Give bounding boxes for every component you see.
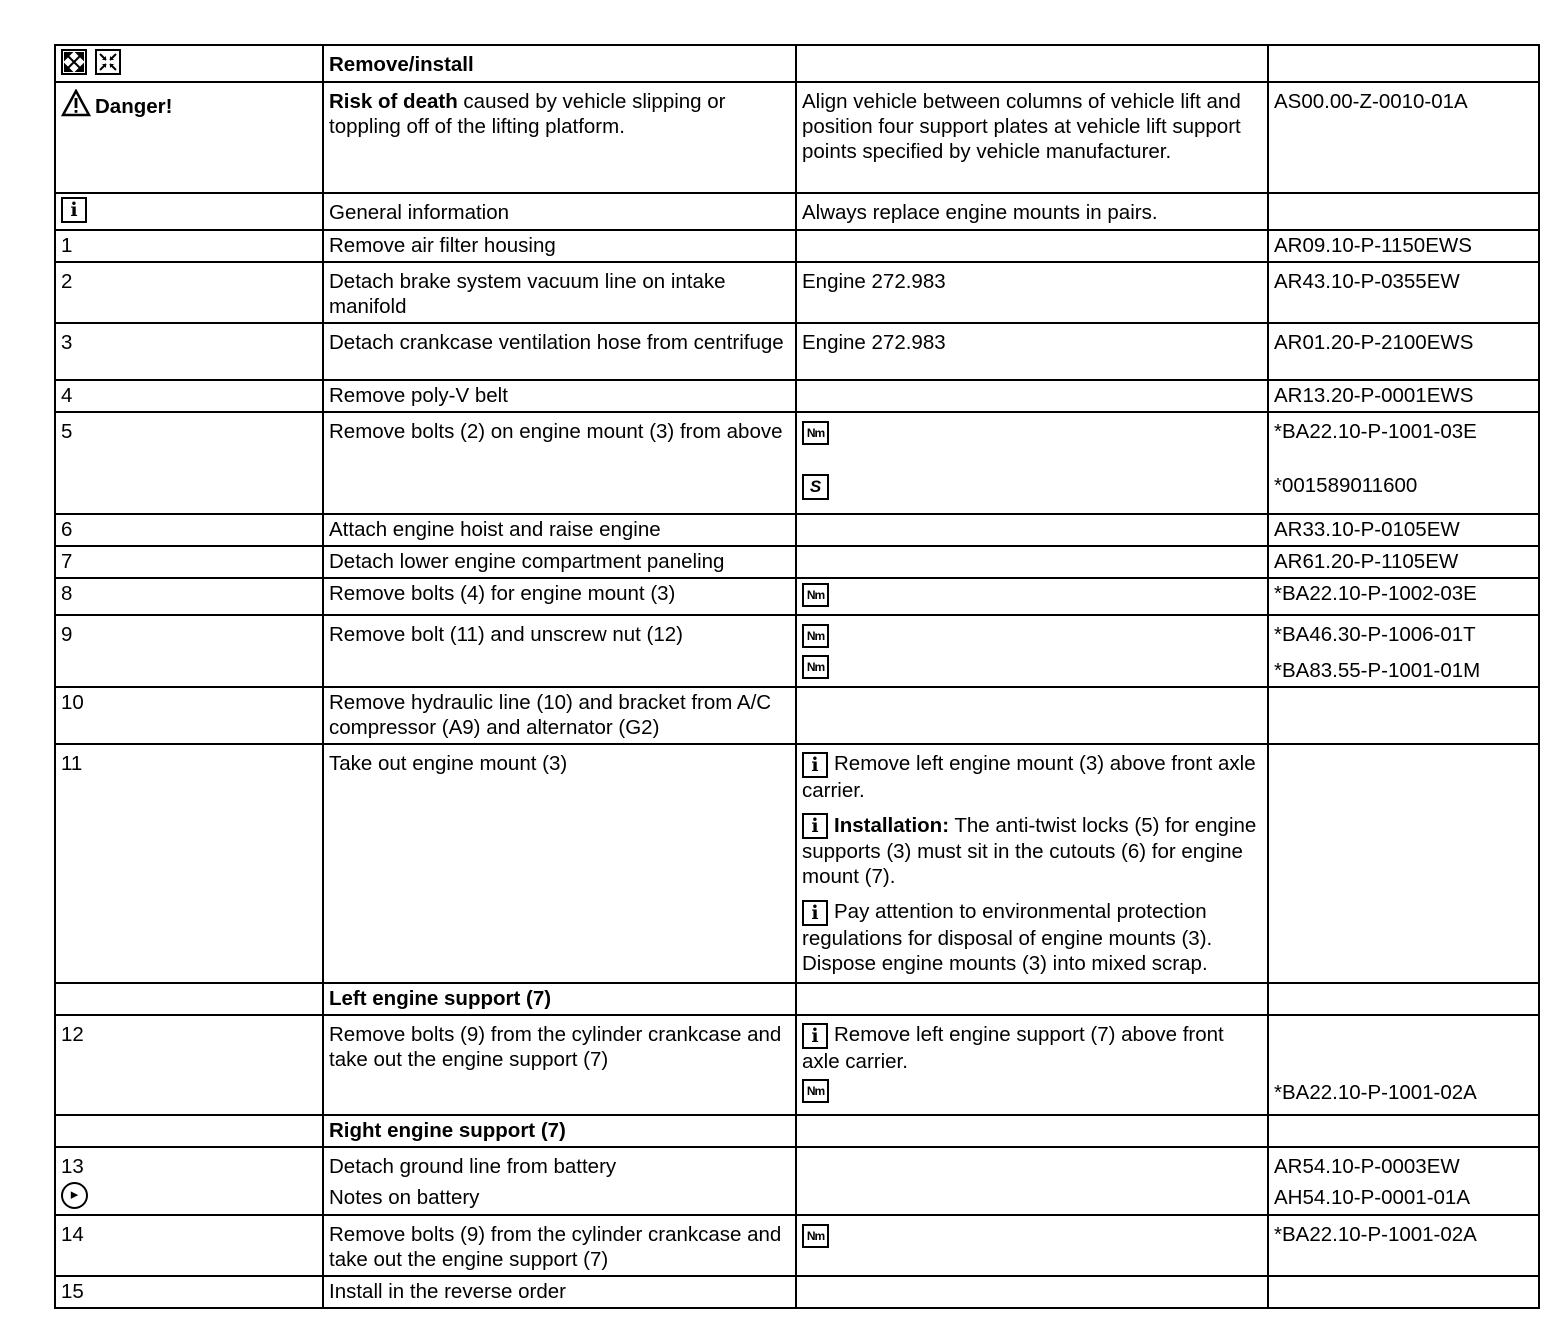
step-doc-cell (1268, 1015, 1539, 1115)
table-row (55, 412, 1539, 514)
header-empty-4 (1268, 45, 1539, 82)
info-icon: i (802, 900, 828, 926)
step-note: Engine 272.983 (796, 323, 1268, 380)
general-info-icon-cell (55, 193, 323, 230)
risk-text: caused by vehicle slipping or toppling off of the lifting platform. (329, 90, 726, 138)
section-empty (1268, 983, 1539, 1015)
procedure-table (54, 44, 1540, 1309)
note-block (802, 899, 1262, 976)
step-doc-link[interactable]: *BA22.10-P-1001-02A (1274, 1081, 1477, 1104)
general-info-label: General information (323, 193, 796, 230)
step-doc-link-2[interactable]: *BA83.55-P-1001-01M (1274, 659, 1481, 682)
header-row (55, 45, 1539, 82)
step-text-cell (323, 1147, 796, 1215)
step-doc-link[interactable]: AR54.10-P-0003EW (1274, 1155, 1460, 1178)
step-note (796, 1215, 1268, 1276)
step-number: 5 (55, 412, 323, 514)
step-number: 11 (55, 744, 323, 983)
section-row (55, 1115, 1539, 1147)
torque-icon[interactable]: Nm (802, 624, 829, 648)
step-notes-cell (796, 744, 1268, 983)
table-row (55, 1215, 1539, 1276)
step-note (796, 412, 1268, 514)
section-title-left-support: Left engine support (7) (323, 983, 796, 1015)
note-text: Remove left engine support (7) above front axle carrier. (802, 1023, 1224, 1073)
header-icons-cell (55, 45, 323, 82)
step-text-2: Notes on battery (329, 1186, 480, 1209)
info-icon: i (802, 813, 828, 839)
note-block (802, 1022, 1262, 1074)
step-doc-link (1268, 687, 1539, 744)
step-text: Remove bolts (9) from the cylinder crankcase and take out the engine support (7) (323, 1015, 796, 1115)
note-text: Remove left engine mount (3) above front axle carrier. (802, 752, 1256, 802)
torque-icon[interactable]: Nm (802, 1079, 829, 1103)
step-number: 4 (55, 380, 323, 412)
step-text: Remove bolts (4) for engine mount (3) (323, 578, 796, 615)
section-empty (796, 983, 1268, 1015)
table-row (55, 1015, 1539, 1115)
note-block (802, 813, 1262, 890)
step-number: 3 (55, 323, 323, 380)
risk-bold: Risk of death (329, 90, 458, 113)
section-title-right-support: Right engine support (7) (323, 1115, 796, 1147)
step-doc-cell (1268, 1276, 1539, 1308)
table-row (55, 744, 1539, 983)
step-doc-cell (1268, 412, 1539, 514)
tool-number-link[interactable]: *001589011600 (1274, 474, 1418, 497)
battery-note-arrow-icon[interactable]: ▸ (61, 1182, 88, 1209)
info-icon: i (61, 197, 87, 223)
special-tool-icon[interactable]: S (802, 474, 829, 500)
step-note (796, 514, 1268, 546)
danger-risk-cell (323, 82, 796, 193)
table-row (55, 514, 1539, 546)
step-number: 2 (55, 262, 323, 323)
warning-triangle-icon (61, 89, 91, 117)
table-row (55, 615, 1539, 687)
table-row (55, 687, 1539, 744)
general-info-doc (1268, 193, 1539, 230)
step-note (796, 1276, 1268, 1308)
table-row (55, 578, 1539, 615)
step-doc-link[interactable]: *BA22.10-P-1001-02A (1268, 1215, 1539, 1276)
step-note (796, 615, 1268, 687)
step-text: Install in the reverse order (323, 1276, 796, 1308)
step-text: Detach brake system vacuum line on intake manifold (323, 262, 796, 323)
step-note (796, 687, 1268, 744)
step-doc-link[interactable]: AR09.10-P-1150EWS (1268, 230, 1539, 262)
step-text: Remove bolts (2) on engine mount (3) from above (323, 412, 796, 514)
step-text: Remove bolt (11) and unscrew nut (12) (323, 615, 796, 687)
torque-icon[interactable]: Nm (802, 421, 829, 445)
step-note (796, 230, 1268, 262)
torque-icon[interactable]: Nm (802, 655, 829, 679)
note-text: The anti-twist locks (5) for engine supports (3) must sit in the cutouts (6) for engine mount (7). (802, 813, 1257, 889)
step-text: Detach lower engine compartment paneling (323, 546, 796, 578)
step-doc-link[interactable]: *BA46.30-P-1006-01T (1274, 623, 1476, 646)
header-title: Remove/install (323, 45, 796, 82)
step-text: Detach ground line from battery (329, 1155, 617, 1178)
step-number: 15 (55, 1276, 323, 1308)
step-number: 8 (55, 578, 323, 615)
collapse-diagram-icon[interactable] (95, 49, 121, 75)
step-doc-link[interactable]: AR01.20-P-2100EWS (1268, 323, 1539, 380)
note-block (802, 751, 1262, 803)
step-doc-cell (1268, 615, 1539, 687)
installation-label: Installation: (834, 813, 950, 837)
step-number: 12 (55, 1015, 323, 1115)
expand-diagram-icon[interactable] (61, 49, 87, 75)
step-doc-link[interactable]: AR61.20-P-1105EW (1268, 546, 1539, 578)
step-number: 13 (61, 1155, 84, 1178)
danger-row (55, 82, 1539, 193)
note-text: Pay attention to environmental protection regulations for disposal of engine mounts (3). Dispose engine mounts (3) into mixed scrap. (802, 900, 1213, 975)
step-text: Remove poly-V belt (323, 380, 796, 412)
step-doc-link[interactable]: *BA22.10-P-1002-03E (1268, 578, 1539, 615)
torque-icon[interactable]: Nm (802, 1224, 829, 1248)
step-note (796, 546, 1268, 578)
info-icon: i (802, 1023, 828, 1049)
step-text: Detach crankcase ventilation hose from centrifuge (323, 323, 796, 380)
table-row (55, 546, 1539, 578)
step-doc-link[interactable]: AR33.10-P-0105EW (1268, 514, 1539, 546)
danger-doc-link[interactable]: AS00.00-Z-0010-01A (1268, 82, 1539, 193)
table-row (55, 1147, 1539, 1215)
danger-label: Danger! (95, 95, 173, 118)
torque-icon[interactable]: Nm (802, 583, 829, 607)
section-empty (55, 983, 323, 1015)
step-number: 14 (55, 1215, 323, 1276)
step-doc-link[interactable]: AR43.10-P-0355EW (1268, 262, 1539, 323)
step-doc-link-2[interactable]: AH54.10-P-0001-01A (1274, 1186, 1471, 1209)
danger-measure: Align vehicle between columns of vehicle lift and position four support plates at vehicle lift support points specified by vehicle manufacturer. (796, 82, 1268, 193)
step-note: Engine 272.983 (796, 262, 1268, 323)
section-row (55, 983, 1539, 1015)
table-row (55, 230, 1539, 262)
step-number: 9 (55, 615, 323, 687)
step-note (796, 380, 1268, 412)
step-number-cell (55, 1147, 323, 1215)
step-notes-cell (796, 1015, 1268, 1115)
step-text: Remove bolts (9) from the cylinder crankcase and take out the engine support (7) (323, 1215, 796, 1276)
header-empty-3 (796, 45, 1268, 82)
step-doc-cell (1268, 744, 1539, 983)
step-doc-cell (1268, 1147, 1539, 1215)
table-row (55, 262, 1539, 323)
general-info-row (55, 193, 1539, 230)
step-number: 10 (55, 687, 323, 744)
step-text: Take out engine mount (3) (323, 744, 796, 983)
table-row (55, 380, 1539, 412)
step-note (796, 578, 1268, 615)
step-number: 1 (55, 230, 323, 262)
step-doc-link[interactable]: AR13.20-P-0001EWS (1268, 380, 1539, 412)
step-text: Remove hydraulic line (10) and bracket from A/C compressor (A9) and alternator (G2) (323, 687, 796, 744)
step-text: Attach engine hoist and raise engine (323, 514, 796, 546)
table-row (55, 323, 1539, 380)
section-empty (796, 1115, 1268, 1147)
section-empty (1268, 1115, 1539, 1147)
step-number: 7 (55, 546, 323, 578)
general-info-note: Always replace engine mounts in pairs. (796, 193, 1268, 230)
step-number: 6 (55, 514, 323, 546)
step-text: Remove air filter housing (323, 230, 796, 262)
step-doc-link[interactable]: *BA22.10-P-1001-03E (1274, 420, 1477, 443)
step-note (796, 1147, 1268, 1215)
info-icon: i (802, 752, 828, 778)
danger-cell (55, 82, 323, 193)
table-row (55, 1276, 1539, 1308)
section-empty (55, 1115, 323, 1147)
